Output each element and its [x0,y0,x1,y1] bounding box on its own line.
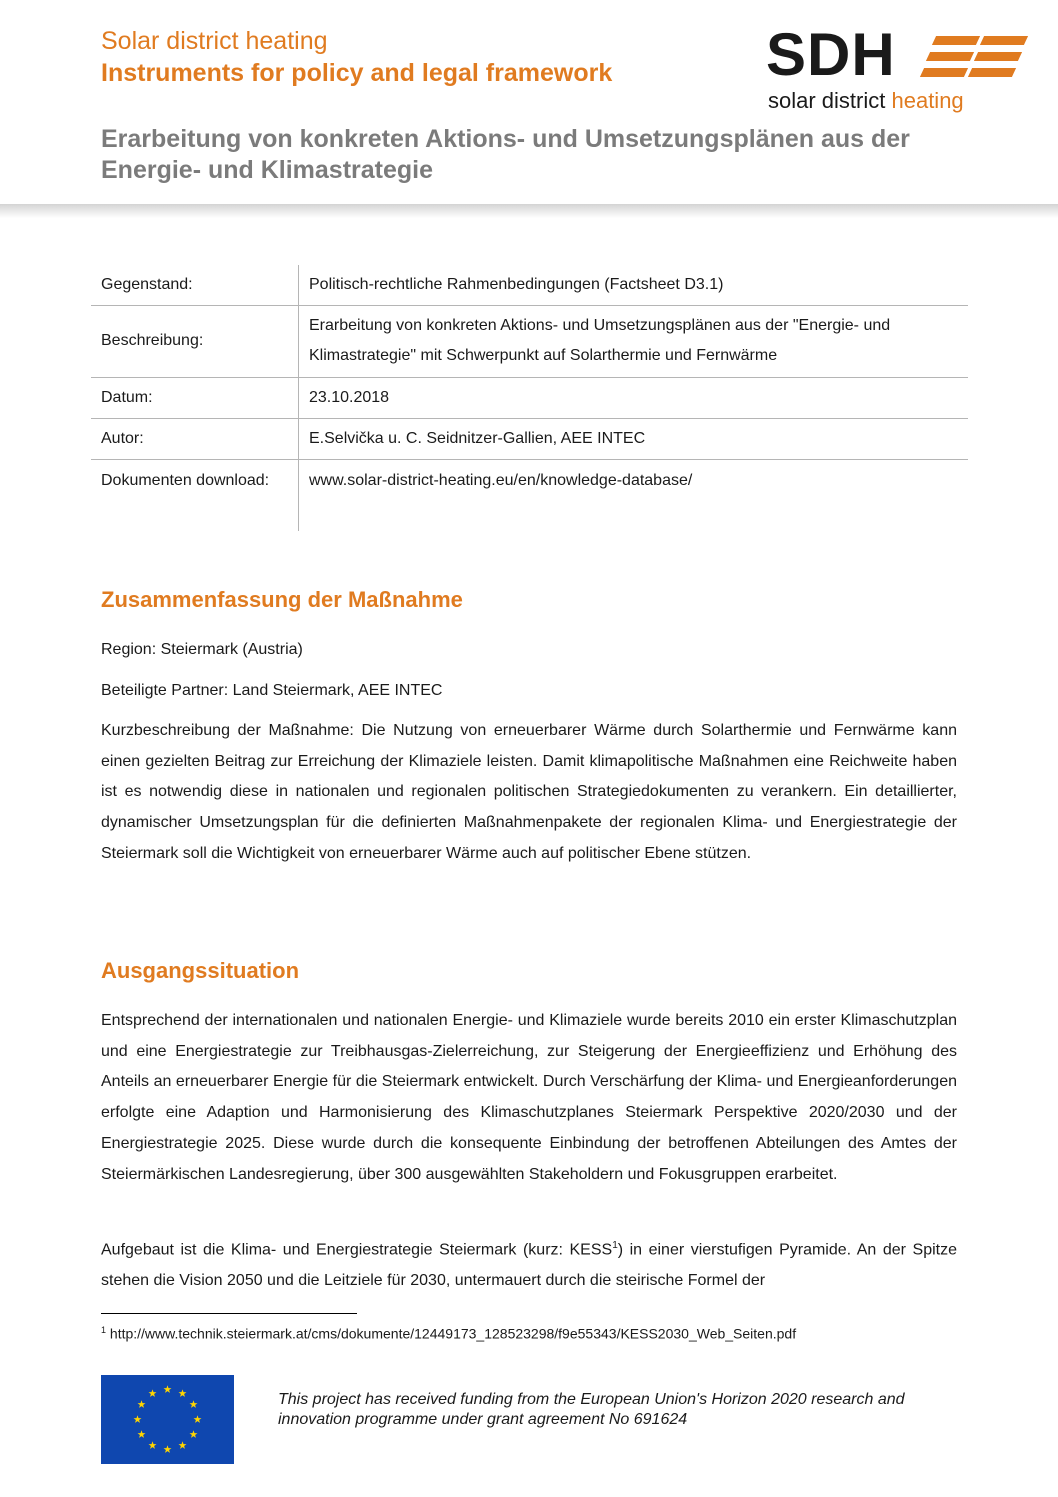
eu-stars [101,1375,234,1464]
table-row [91,418,968,459]
logo-sub-text: solar district [768,88,892,113]
table-row [91,459,968,531]
row-label: Beschreibung: [91,305,299,377]
eu-star-icon [189,1400,197,1408]
header-shadow [0,204,1058,218]
summary-partners: Beteiligte Partner: Land Steiermark, AEE INTEC [101,682,443,699]
eu-star-icon [164,1385,172,1393]
header-title-line2: Instruments for policy and legal framework [101,59,613,87]
eu-star-icon [194,1415,202,1423]
eu-star-icon [138,1400,146,1408]
row-value: 23.10.2018 [309,388,390,406]
footnote [101,1325,796,1342]
eu-star-icon [134,1415,142,1423]
footnote-divider [101,1313,357,1314]
logo-bars-icon [928,34,1024,84]
footnote-marker: 1 [101,1325,107,1335]
document-title: Erarbeitung von konkreten Aktions- und Umsetzungsplänen aus der Energie- und Klimastrategie [101,125,910,184]
eu-star-icon [138,1430,146,1438]
row-value: Politisch-rechtliche Rahmenbedingungen (Factsheet D3.1) [309,275,724,293]
summary-region: Region: Steiermark (Austria) [101,641,303,658]
info-table [91,265,968,531]
row-label: Datum: [91,377,299,418]
paragraph-2-text: Aufgebaut ist die Klima- und Energiestrategie Steiermark (kurz: KESS [101,1241,613,1259]
eu-star-icon [189,1430,197,1438]
row-value: E.Selvička u. C. Seidnitzer-Gallien, AEE INTEC [309,429,646,447]
funding-statement: This project has received funding from the European Union's Horizon 2020 research and innovation programme under grant agreement No 691624 [278,1391,905,1428]
summary-heading: Zusammenfassung der Maßnahme [101,587,463,612]
download-link[interactable]: www.solar-district-heating.eu/en/knowledge-database/ [309,471,693,489]
footnote-ref[interactable]: 1 [612,1240,618,1251]
row-label: Dokumenten download: [91,459,299,531]
row-value: Erarbeitung von konkreten Aktions- und Umsetzungsplänen aus der "Energie- und Klimastrategie" mit Schwerpunkt auf Solarthermie und Fernwärme [309,317,891,364]
logo-mark: SDH [766,21,896,88]
paragraph-2-text-cont: ) in einer vierstufigen Pyramide. An der Spitze stehen die Vision 2050 und die Leitziele für 2030, untermauert durch die steirische Formel der [101,1241,957,1290]
eu-star-icon [164,1445,172,1453]
row-label: Gegenstand: [91,265,299,305]
header-title-line1: Solar district heating [101,27,328,55]
summary-description: Kurzbeschreibung der Maßnahme: Die Nutzung von erneuerbarer Wärme durch Solarthermie und Fernwärme kann einen gezielten Beitrag zur Erreichung der Klimaziele leisten. Damit klimapolitische Maßnahmen eine Reichweite haben ist es notwendig diese in nationalen und regionalen politischen Strategiedokumenten zu verankern. Ein detaillierter, dynamischer Umsetzungsplan für die definierten Maßnahmenpakete der regionalen Klima- und Energiestrategie der Steiermark soll die Wichtigkeit von erneuerbarer Wärme auch auf politischer Ebene stützen. [101,722,957,862]
footnote-url[interactable]: http://www.technik.steiermark.at/cms/dokumente/12449173_128523298/f9e55343/KESS2030_Web_Seiten.pdf [106,1325,797,1342]
eu-star-icon [149,1441,157,1449]
situation-heading: Ausgangssituation [101,958,300,983]
logo-subtitle [768,88,964,114]
table-row [91,377,968,418]
situation-paragraph-2 [101,1231,957,1297]
eu-star-icon [149,1389,157,1397]
table-row [91,265,968,305]
sdh-logo [766,21,1026,120]
situation-paragraph-1: Entsprechend der internationalen und nationalen Energie- und Klimaziele wurde bereits 2010 ein erster Klimaschutzplan und eine Energiestrategie zur Treibhausgas-Zielerreichung, zur Steigerung der Energieeffizienz und Erhöhung des Anteils an erneuerbarer Energie für die Steiermark entwickelt. Durch Verschärfung der Klima- und Energieanforderungen erfolgte eine Adaption und Harmonisierung des Klimaschutzplanes Steiermark Perspektive 2020/2030 und der Energiestrategie 2025. Diese wurde durch die konsequente Einbindung der betroffenen Abteilungen des Amtes der Steiermärkischen Landesregierung, über 300 ausgewählten Stakeholdern und Fokusgruppen erarbeitet. [101,1012,957,1183]
row-label: Autor: [91,418,299,459]
logo-sub-accent: heating [891,88,964,113]
eu-star-icon [179,1441,187,1449]
eu-star-icon [179,1389,187,1397]
table-row [91,305,968,377]
page-header [0,0,1058,208]
eu-flag-icon [101,1375,234,1464]
